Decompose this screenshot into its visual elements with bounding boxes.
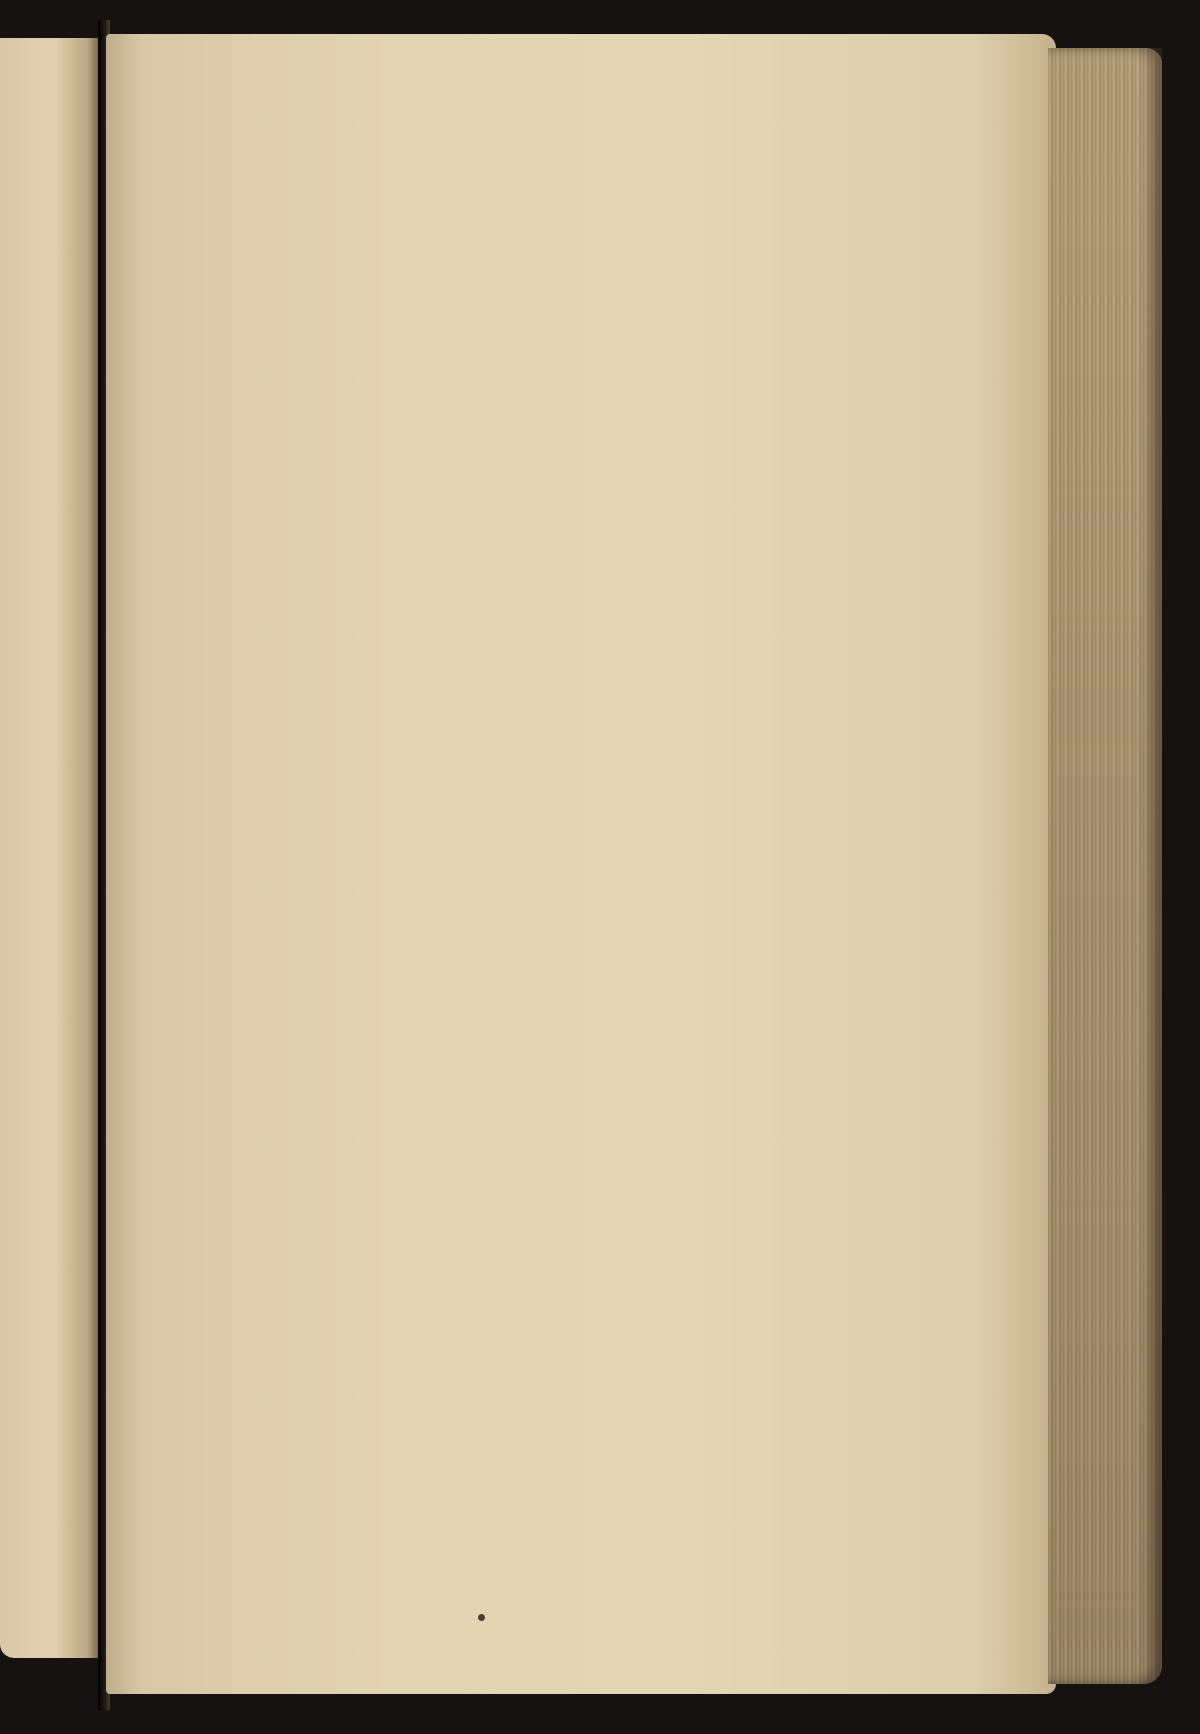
ink-spot [478,1614,485,1621]
page-edges [1048,48,1162,1684]
facing-page-left [0,38,100,1658]
page-right [106,34,1056,1694]
